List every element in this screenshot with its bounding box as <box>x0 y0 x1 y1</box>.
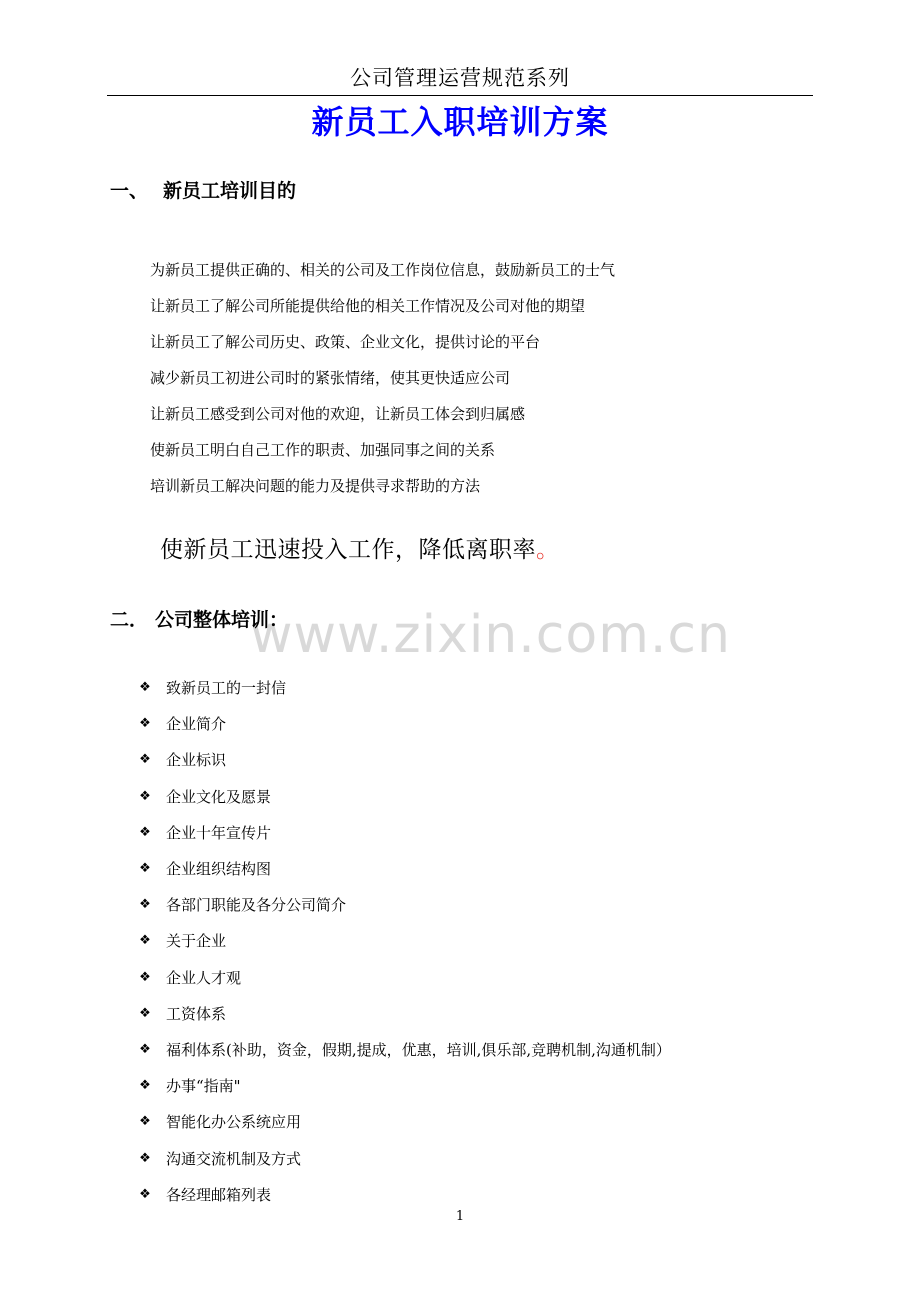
list-item <box>138 706 671 742</box>
list-item-text: 企业十年宣传片 <box>166 823 272 842</box>
diamond-bullet-icon: ❖ <box>139 1150 151 1166</box>
list-item-text: 企业人才观 <box>166 968 242 987</box>
section-1-title: 新员工培训目的 <box>163 180 297 202</box>
page-number: 1 <box>455 1209 465 1224</box>
diamond-bullet-icon: ❖ <box>139 969 151 985</box>
diamond-bullet-icon: ❖ <box>139 1041 151 1057</box>
running-header: 公司管理运营规范系列 <box>350 66 570 90</box>
diamond-bullet-icon: ❖ <box>139 1186 151 1202</box>
list-item <box>138 1104 671 1140</box>
list-item-text: 智能化办公系统应用 <box>166 1113 302 1132</box>
diamond-bullet-icon: ❖ <box>139 861 151 877</box>
section-2-title: 公司整体培训： <box>155 609 289 631</box>
list-item-text: 办事“指南" <box>166 1077 241 1096</box>
emphasis-statement <box>160 533 560 567</box>
purpose-list <box>150 257 615 509</box>
diamond-bullet-icon: ❖ <box>139 752 151 768</box>
list-item <box>138 815 671 851</box>
list-item-text: 企业标识 <box>166 751 227 770</box>
list-item <box>138 742 671 778</box>
list-item: 使新员工明白自己工作的职责、加强同事之间的关系 <box>150 441 496 459</box>
list-item <box>138 670 671 706</box>
list-item-text: 致新员工的一封信 <box>166 679 287 698</box>
watermark: www.zixin.com.cn <box>250 605 731 665</box>
list-item-text: 福利体系(补助，资金，假期,提成，优惠，培训,俱乐部,竞聘机制,沟通机制） <box>166 1040 671 1059</box>
list-item <box>138 1140 671 1176</box>
list-item-text: 工资体系 <box>166 1004 227 1023</box>
diamond-bullet-icon: ❖ <box>139 1114 151 1130</box>
document-title: 新员工入职培训方案 <box>311 103 609 141</box>
diamond-bullet-icon: ❖ <box>139 1005 151 1021</box>
list-item <box>138 851 671 887</box>
diamond-bullet-icon: ❖ <box>139 824 151 840</box>
list-item: 培训新员工解决问题的能力及提供寻求帮助的方法 <box>150 477 481 495</box>
diamond-bullet-icon: ❖ <box>139 680 151 696</box>
training-list <box>138 670 671 1213</box>
list-item <box>138 887 671 923</box>
section-2-number: 二． <box>110 609 149 631</box>
diamond-bullet-icon: ❖ <box>139 716 151 732</box>
list-item-text: 各经理邮箱列表 <box>166 1185 272 1204</box>
list-item <box>138 996 671 1032</box>
diamond-bullet-icon: ❖ <box>139 897 151 913</box>
list-item: 为新员工提供正确的、相关的公司及工作岗位信息，鼓励新员工的士气 <box>150 261 616 279</box>
list-item: 让新员工感受到公司对他的欢迎，让新员工体会到归属感 <box>150 405 526 423</box>
section-1-number: 一、 <box>110 180 149 202</box>
list-item-text: 企业简介 <box>166 715 227 734</box>
list-item-text: 企业组织结构图 <box>166 860 272 879</box>
list-item <box>138 960 671 996</box>
section-1-heading <box>110 178 296 204</box>
section-2-heading <box>110 607 288 633</box>
diamond-bullet-icon: ❖ <box>139 1078 151 1094</box>
list-item <box>138 1032 671 1068</box>
list-item <box>138 779 671 815</box>
diamond-bullet-icon: ❖ <box>139 788 151 804</box>
list-item-text: 关于企业 <box>166 932 227 951</box>
list-item-text: 沟通交流机制及方式 <box>166 1149 302 1168</box>
list-item: 减少新员工初进公司时的紧张情绪，使其更快适应公司 <box>150 369 511 387</box>
header-rule <box>107 95 813 96</box>
list-item: 让新员工了解公司历史、政策、企业文化，提供讨论的平台 <box>150 333 541 351</box>
list-item <box>138 1068 671 1104</box>
diamond-bullet-icon: ❖ <box>139 933 151 949</box>
emphasis-period: 。 <box>536 537 560 563</box>
list-item-text: 企业文化及愿景 <box>166 787 272 806</box>
list-item: 让新员工了解公司所能提供给他的相关工作情况及公司对他的期望 <box>150 297 586 315</box>
list-item-text: 各部门职能及各分公司简介 <box>166 896 347 915</box>
list-item <box>138 923 671 959</box>
emphasis-text: 使新员工迅速投入工作，降低离职率 <box>160 537 536 563</box>
